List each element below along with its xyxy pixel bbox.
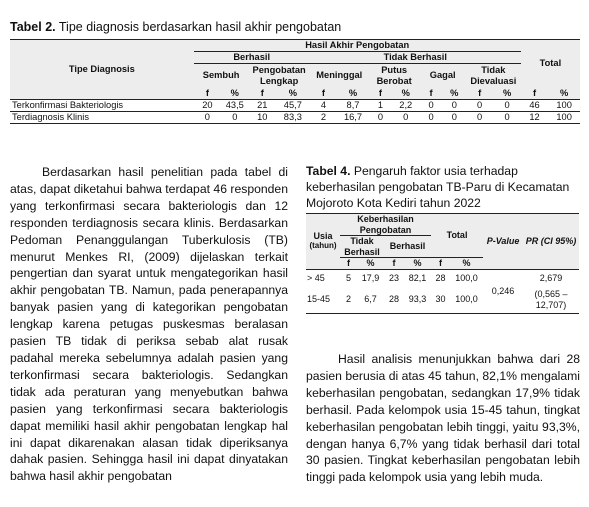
table4-pvalue-header: P-Value bbox=[483, 214, 523, 270]
p-value-cell: 0,246 bbox=[483, 269, 523, 314]
cell: 93,3 bbox=[404, 286, 431, 314]
pct-header: % bbox=[450, 258, 483, 270]
cell: 0 bbox=[221, 111, 248, 123]
pct-header: % bbox=[493, 88, 520, 100]
cell: 21 bbox=[249, 99, 276, 111]
cell: 0 bbox=[419, 111, 442, 123]
cell: 1 bbox=[369, 99, 392, 111]
cell: 10 bbox=[249, 111, 276, 123]
table2-berhasil-header: Berhasil bbox=[194, 52, 310, 64]
cell: 82,1 bbox=[404, 269, 431, 286]
pr-cell: (0,565 – 12,707) bbox=[523, 286, 579, 314]
table2-subcol-header: Tidak Dievaluasi bbox=[466, 64, 521, 88]
usia-label: Usia bbox=[313, 230, 333, 241]
cell: 2,2 bbox=[392, 99, 419, 111]
pct-header: % bbox=[392, 88, 419, 100]
pct-header: % bbox=[404, 258, 431, 270]
table4-usia-header bbox=[306, 214, 340, 270]
cell: 0 bbox=[493, 99, 520, 111]
table2 bbox=[10, 39, 580, 124]
table2-subcol-header: Gagal bbox=[419, 64, 465, 88]
cell: 0 bbox=[392, 111, 419, 123]
cell: 8,7 bbox=[337, 99, 369, 111]
table2-caption-text: Tipe diagnosis berdasarkan hasil akhir pengobatan bbox=[58, 20, 342, 34]
pct-header: % bbox=[337, 88, 369, 100]
left-column bbox=[10, 164, 288, 485]
table2-subcol-header: Meninggal bbox=[310, 64, 369, 88]
pct-header: % bbox=[443, 88, 466, 100]
pct-header: % bbox=[357, 258, 384, 270]
cell: 83,3 bbox=[276, 111, 310, 123]
cell: 28 bbox=[431, 269, 450, 286]
cell: 2 bbox=[340, 286, 357, 314]
table4-caption bbox=[306, 163, 580, 211]
table-row bbox=[10, 99, 580, 111]
cell: 0 bbox=[466, 111, 493, 123]
row-label: 15-45 bbox=[306, 286, 340, 314]
table4-pr-header: PR (CI 95%) bbox=[523, 214, 579, 270]
pct-header: % bbox=[276, 88, 310, 100]
table4-total-header: Total bbox=[431, 214, 483, 258]
cell: 16,7 bbox=[337, 111, 369, 123]
cell: 5 bbox=[340, 269, 357, 286]
table-row bbox=[306, 286, 579, 314]
cell: 30 bbox=[431, 286, 450, 314]
cell: 0 bbox=[419, 99, 442, 111]
f-header: f bbox=[521, 88, 548, 100]
right-column bbox=[306, 351, 580, 486]
tahun-label: (tahun) bbox=[309, 241, 337, 251]
cell: 2 bbox=[310, 111, 337, 123]
table4-caption-label: Tabel 4. bbox=[306, 164, 351, 178]
f-header: f bbox=[431, 258, 450, 270]
cell: 0 bbox=[466, 99, 493, 111]
table4-berhasil-header: Berhasil bbox=[384, 236, 431, 258]
f-header: f bbox=[249, 88, 276, 100]
cell: 0 bbox=[443, 99, 466, 111]
f-header: f bbox=[340, 258, 357, 270]
f-header: f bbox=[194, 88, 221, 100]
f-header: f bbox=[466, 88, 493, 100]
row-label: Terdiagnosis Klinis bbox=[10, 111, 194, 123]
right-paragraph: Hasil analisis menunjukkan bahwa dari 28 pasien berusia di atas 45 tahun, 82,1% mengalami keberhasilan pengobatan, sedangkan 17,9% tidak berhasil. Pada kelompok usia 15-45 tahun, tingkat keberhasilan pengobatan lebih tinggi, yaitu 93,3%, dengan hanya 6,7% yang tidak berhasil dari total 30 pasien. Tingkat keberhasilan pengobatan lebih tinggi pada kelompok usia yang lebih muda. bbox=[306, 352, 580, 485]
cell: 28 bbox=[384, 286, 404, 314]
f-header: f bbox=[384, 258, 404, 270]
table-row bbox=[306, 269, 579, 286]
cell: 46 bbox=[521, 99, 548, 111]
table2-subcol-header: Sembuh bbox=[194, 64, 249, 88]
table2-tidak-berhasil-header: Tidak Berhasil bbox=[310, 52, 521, 64]
cell: 100 bbox=[548, 111, 580, 123]
table2-group-header: Hasil Akhir Pengobatan bbox=[194, 40, 521, 52]
cell: 6,7 bbox=[357, 286, 384, 314]
cell: 4 bbox=[310, 99, 337, 111]
f-header: f bbox=[310, 88, 337, 100]
cell: 0 bbox=[493, 111, 520, 123]
cell: 100 bbox=[548, 99, 580, 111]
table2-subcol-header: Putus Berobat bbox=[369, 64, 420, 88]
pct-header: % bbox=[548, 88, 580, 100]
table-row bbox=[10, 111, 580, 123]
cell: 0 bbox=[369, 111, 392, 123]
cell: 0 bbox=[443, 111, 466, 123]
table4-caption-text: Pengaruh faktor usia terhadap keberhasilan pengobatan TB-Paru di Kecamatan Mojoroto Kota Kediri tahun 2022 bbox=[306, 164, 570, 210]
cell: 12 bbox=[521, 111, 548, 123]
table2-subcol-header: Pengobatan Lengkap bbox=[249, 64, 310, 88]
cell: 43,5 bbox=[221, 99, 248, 111]
cell: 0 bbox=[194, 111, 221, 123]
f-header: f bbox=[369, 88, 392, 100]
cell: 23 bbox=[384, 269, 404, 286]
f-header: f bbox=[419, 88, 442, 100]
row-label: Terkonfirmasi Bakteriologis bbox=[10, 99, 194, 111]
table2-caption-label: Tabel 2. bbox=[10, 20, 56, 34]
cell: 45,7 bbox=[276, 99, 310, 111]
pct-header: % bbox=[221, 88, 248, 100]
table2-row-header: Tipe Diagnosis bbox=[10, 40, 194, 100]
row-label: > 45 bbox=[306, 269, 340, 286]
cell: 100,0 bbox=[450, 269, 483, 286]
cell: 20 bbox=[194, 99, 221, 111]
cell: 100,0 bbox=[450, 286, 483, 314]
table4 bbox=[306, 213, 579, 314]
table4-tidak-berhasil-header: Tidak Berhasil bbox=[340, 236, 384, 258]
pr-cell: 2,679 bbox=[523, 269, 579, 286]
table4-keberhasilan-header: Keberhasilan Pengobatan bbox=[340, 214, 431, 236]
table2-caption bbox=[10, 20, 341, 34]
left-paragraph: Berdasarkan hasil penelitian pada tabel di atas, dapat diketahui bahwa terdapat 46 responden yang terkonfirmasi secara bakteriologis dan 12 responden terdiagnosis secara klinis. Berdasarkan Pedoman Penanggulangan Tuberkulosis (TB) menurut Menkes RI, (2009) dijelaskan terkait pengertian dan syarat untuk mengategorikan hasil akhir pengobatan TB. Namun, pada penerapannya banyak pasien yang di kategorikan pengobatan lengkap karena petugas puskesmas beralasan pasien TB tidak di periksa sebab alat rusak padahal mereka sebelumnya adalah pasien yang terkonfirmasi secara bakteriologis. Sedangkan tidak ada peraturan yang menyebutkan bahwa pasien yang terkonfirmasi secara bakteriologis dapat memiliki hasil akhir pengobatan lengkap hal ini dapat dikarenakan alasan tidak diperiksanya dahak pasien. Sehingga hasil ini dapat dinyatakan bahwa hasil akhir pengobatan bbox=[10, 165, 288, 484]
cell: 17,9 bbox=[357, 269, 384, 286]
table2-total-header: Total bbox=[521, 40, 580, 88]
